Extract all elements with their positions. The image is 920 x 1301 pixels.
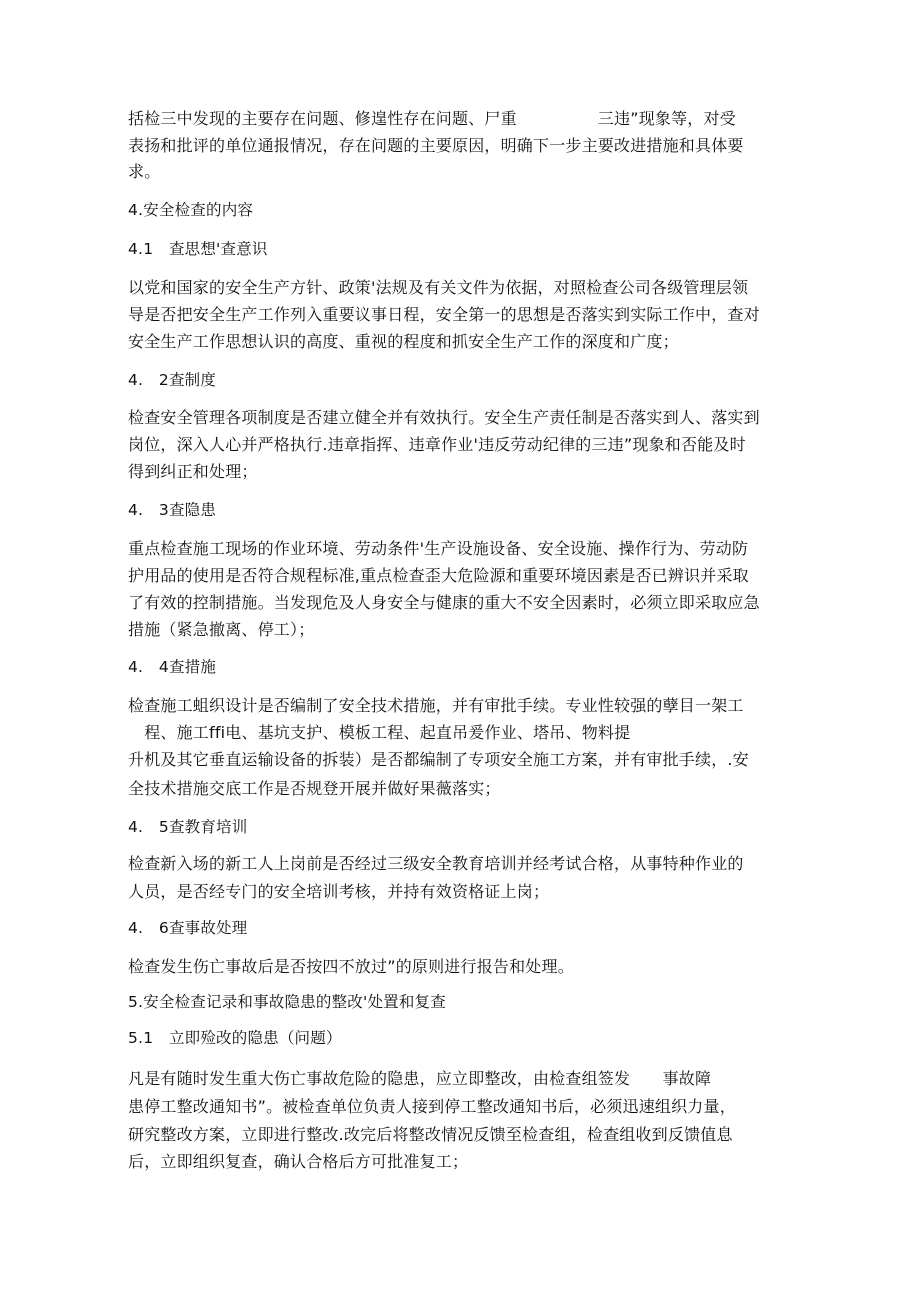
paragraph-line: 检查发生伤亡事故后是否按四不放过”的原则进行报告和处理。 (128, 957, 574, 976)
paragraph-line: 研究整改方案，立即进行整改.改完后将整改情况反馈至检查组，检查组收到反馈值息 (128, 1125, 733, 1144)
paragraph-line: 导是否把安全生产工作列入重要议事日程，安全第一的思想是否落实到实际工作中，查对 (128, 305, 760, 324)
paragraph-line: 以党和国家的安全生产方针、政策'法规及有关文件为依据，对照检查公司各级管理层领 (128, 278, 749, 297)
subsection-heading: 4. 6查事故处理 (128, 919, 248, 937)
subsection-heading: 4. 3查隐患 (128, 501, 217, 519)
paragraph-line: 升机及其它垂直运输设备的拆装）是否都编制了专项安全施工方案，并有审批手续，.安 (128, 750, 749, 769)
section-heading: 5.安全检查记录和事故隐患的整改'处置和复查 (128, 993, 446, 1011)
subsection-heading: 4. 5查教育培训 (128, 818, 248, 836)
paragraph-line: 岗位，深入人心并严格执行.违章指挥、违章作业'违反劳动纪律的三违”现象和否能及时 (128, 435, 746, 454)
paragraph-line: 全技术措施交底工作是否规登开展并做好果薇落实； (128, 779, 501, 798)
paragraph-line: 人员，是否经专门的安全培训考核，并持有效资格证上岗； (128, 882, 550, 901)
subsection-heading: 4. 4查措施 (128, 658, 217, 676)
paragraph-line: 措施（紧急撤离、停工）； (128, 620, 315, 639)
paragraph-line: 括检三中发现的主要存在问题、修遑性存在问题、尸重 三违”现象等，对受 (128, 109, 736, 128)
paragraph-line: 检查新入场的新工人上岗前是否经过三级安全教育培训并经考试合格，从事特种作业的 (128, 854, 744, 873)
paragraph-line: 程、施工ffi电、基坑支护、模板工程、起直吊爰作业、塔吊、物料提 (128, 723, 631, 742)
paragraph-line: 得到纠正和处理； (128, 462, 258, 481)
paragraph-line: 了有效的控制措施。当发现危及人身安全与健康的重大不安全因素时，必须立即采取应急 (128, 593, 760, 612)
paragraph-line: 求。 (128, 162, 161, 181)
paragraph-line: 患停工整改通知书”。被检查单位负责人接到停工整改通知书后，必须迅速组织力量， (128, 1097, 736, 1116)
paragraph-line: 护用品的使用是否符合规程标准,重点检查歪大危险源和重要环境因素是否已辨识并采取 (128, 566, 749, 585)
paragraph-line: 检查施工蛆织设计是否编制了安全技术措施，并有审批手续。专业性较强的孽目一架工 (128, 696, 744, 715)
paragraph-line: 表扬和批评的单位通报情况，存在问题的主要原因，明确下一步主要改进措施和具体要 (128, 136, 744, 155)
subsection-heading: 4.1 查思想'查意识 (128, 240, 268, 258)
paragraph-line: 后，立即组织复查，确认合格后方可批准复工； (128, 1152, 469, 1171)
paragraph-line: 凡是有随时发生重大伤亡事故危险的隐患，应立即整改，由检查组签发 事故障 (128, 1069, 712, 1088)
subsection-heading: 5.1 立即殓改的隐患（问题） (128, 1029, 342, 1047)
subsection-heading: 4. 2查制度 (128, 371, 217, 389)
section-heading: 4.安全检查的内容 (128, 201, 254, 219)
paragraph-line: 重点检查施工现场的作业环境、劳动条件'生产设施设备、安全设施、操作行为、劳动防 (128, 539, 749, 558)
paragraph-line: 安全生产工作思想认识的高度、重视的程度和抓安全生产工作的深度和广度； (128, 332, 679, 351)
paragraph-line: 检查安全管理各项制度是否建立健全并有效执行。安全生产责任制是否落实到人、落实到 (128, 408, 760, 427)
